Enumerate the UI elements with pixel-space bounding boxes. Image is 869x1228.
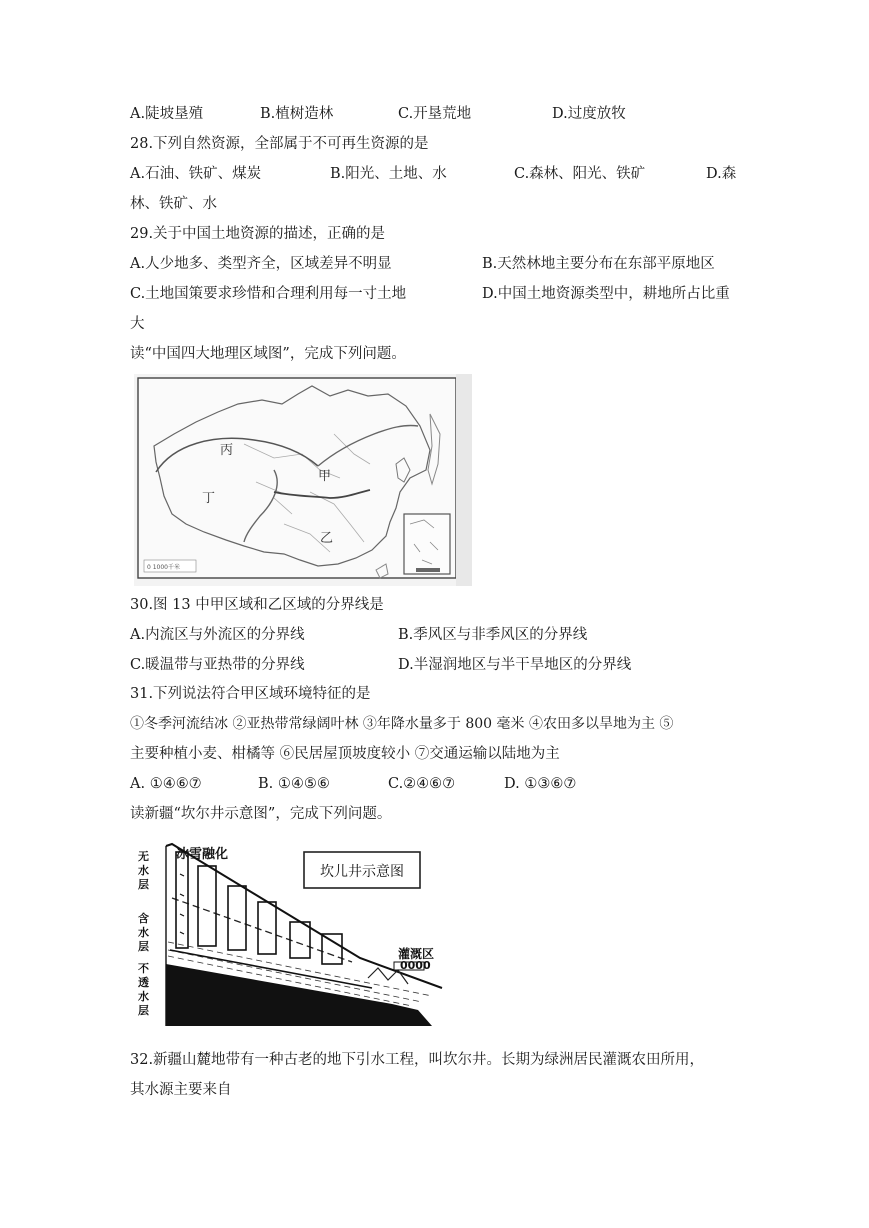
q32-stem-line2: 其水源主要来自 (130, 1082, 232, 1098)
karez-diagram (132, 838, 446, 1028)
china-regions-map (134, 374, 472, 586)
karez-layer-label-imperm-3: 水 (138, 990, 149, 1003)
q30-stem: 30.图 13 中甲区域和乙区域的分界线是 (130, 597, 384, 613)
map-label-jia: 甲 (318, 469, 332, 484)
karez-title: 坎儿井示意图 (320, 864, 404, 880)
q28-continuation: 林、铁矿、水 (130, 196, 217, 212)
map-label-bing: 丙 (220, 443, 234, 458)
karez-label-melt: 冰雪融化 (176, 847, 229, 862)
map-intro: 读“中国四大地理区域图”，完成下列问题。 (130, 346, 406, 362)
q31-stem: 31.下列说法符合甲区域环境特征的是 (130, 686, 371, 702)
q31-statements-line2: 主要种植小麦、柑橘等 ⑥民居屋顶坡度较小 ⑦交通运输以陆地为主 (130, 746, 560, 762)
q28-option-d: D.森 (706, 166, 737, 182)
q28-option-b: B.阳光、土地、水 (330, 166, 447, 182)
q29-continuation: 大 (130, 316, 145, 332)
karez-layer-label-dry-1: 无 (138, 850, 149, 863)
q29-option-d: D.中国土地资源类型中，耕地所占比重 (482, 286, 730, 302)
map-label-ding: 丁 (202, 491, 216, 506)
q32-stem-line1: 32.新疆山麓地带有一种古老的地下引水工程，叫坎尔井。长期为绿洲居民灌溉农田所用， (130, 1052, 705, 1068)
map-scale-bar: 0 1000千米 (147, 564, 180, 571)
q30-option-d: D.半湿润地区与半干旱地区的分界线 (398, 657, 632, 673)
q28-stem: 28.下列自然资源，全部属于不可再生资源的是 (130, 136, 429, 152)
q31-option-b: B. ①④⑤⑥ (258, 776, 330, 792)
karez-layer-label-imperm-1: 不 (138, 962, 149, 975)
map-label-yi: 乙 (320, 531, 334, 546)
karez-layer-label-dry-3: 层 (138, 878, 149, 891)
q27-option-b: B.植树造林 (260, 106, 334, 122)
q31-statements-line1: ①冬季河流结冰 ②亚热带常绿阔叶林 ③年降水量多于 800 毫米 ④农田多以旱地为主 ⑤ (130, 716, 674, 732)
karez-layer-label-dry-2: 水 (138, 864, 149, 877)
q27-option-a: A.陡坡垦殖 (130, 106, 204, 122)
karez-layer-label-imperm-2: 透 (138, 976, 149, 989)
q28-option-c: C.森林、阳光、铁矿 (514, 166, 646, 182)
q27-option-d: D.过度放牧 (552, 106, 626, 122)
karez-layer-label-imperm-4: 层 (138, 1004, 149, 1017)
karez-layer-label-aquifer-1: 含 (138, 912, 149, 925)
q29-option-c: C.土地国策要求珍惜和合理利用每一寸土地 (130, 286, 407, 302)
karez-layer-label-aquifer-2: 水 (138, 926, 149, 939)
q29-option-b: B.天然林地主要分布在东部平原地区 (482, 256, 715, 272)
karez-layer-label-aquifer-3: 层 (138, 940, 149, 953)
q29-stem: 29.关于中国土地资源的描述，正确的是 (130, 226, 386, 242)
q31-option-d: D. ①③⑥⑦ (504, 776, 577, 792)
q30-option-a: A.内流区与外流区的分界线 (130, 627, 305, 643)
q29-option-a: A.人少地多、类型齐全，区域差异不明显 (130, 256, 392, 272)
q30-option-c: C.暖温带与亚热带的分界线 (130, 657, 305, 673)
q31-option-a: A. ①④⑥⑦ (130, 776, 202, 792)
q28-option-a: A.石油、铁矿、煤炭 (130, 166, 262, 182)
q31-option-c: C.②④⑥⑦ (388, 776, 456, 792)
q27-option-c: C.开垦荒地 (398, 106, 472, 122)
irrigation-plants-icon: 0000 (400, 959, 431, 972)
karez-label-irrigation: 灌溉区 (398, 947, 435, 961)
q30-option-b: B.季风区与非季风区的分界线 (398, 627, 588, 643)
karez-intro: 读新疆“坎尔井示意图”，完成下列问题。 (130, 806, 392, 822)
